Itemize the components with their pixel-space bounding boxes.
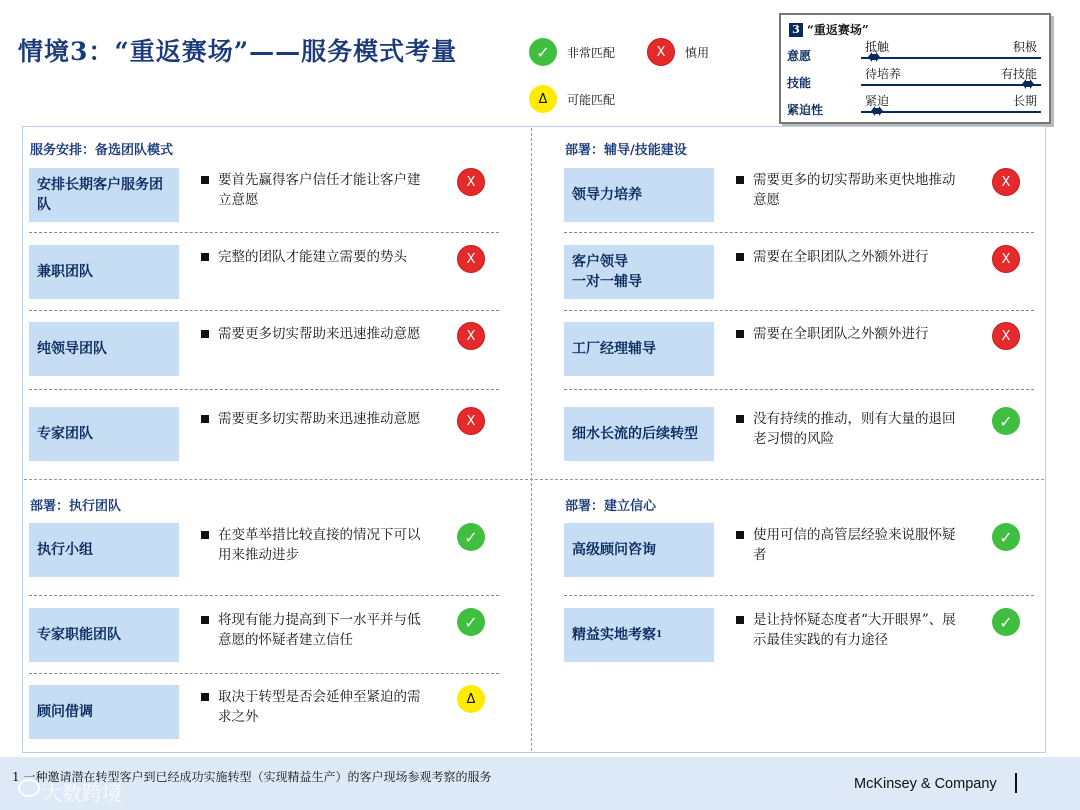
bullet-icon	[201, 253, 209, 261]
check-icon: ✓	[529, 38, 557, 66]
scale-line	[861, 84, 1041, 86]
scenario-name: “重返赛场”	[807, 23, 869, 37]
section-title-confidence: 部署：建立信心	[565, 499, 657, 514]
watermark: 大数跨境	[42, 781, 122, 805]
legend-check-label: 非常匹配	[567, 45, 616, 60]
option-box	[29, 322, 179, 376]
option-label: 细水长流的后续转型	[572, 426, 698, 442]
scenario-row-high: 长期	[1012, 94, 1037, 108]
description-text: 需要更多切实帮助来迅速推动意愿	[218, 411, 421, 427]
status-indicator	[457, 322, 485, 350]
scenario-row-label: 意愿	[787, 49, 812, 63]
x-icon	[457, 322, 485, 350]
x-glyph: X	[466, 251, 476, 267]
option-label: 工厂经理辅导	[572, 341, 656, 357]
section-title-service: 服务安排：备选团队模式	[30, 143, 174, 158]
option-box	[29, 608, 179, 662]
description-text: 完整的团队才能建立需要的势头	[218, 249, 407, 265]
row-divider	[29, 232, 499, 233]
scenario-row-low: 待培养	[865, 67, 902, 81]
row-divider	[564, 595, 1034, 596]
scenario-row-low: 抵触	[865, 40, 890, 54]
option-description	[201, 687, 426, 727]
x-icon	[457, 168, 485, 196]
row-divider	[29, 595, 499, 596]
scenario-row-skill	[787, 68, 1041, 90]
option-box	[564, 608, 714, 662]
description-text: 在变革举措比较直接的情况下可以用来推动进步	[218, 527, 421, 563]
row-divider	[564, 310, 1034, 311]
x-icon	[457, 245, 485, 273]
scenario-row-high: 积极	[1012, 40, 1037, 54]
status-indicator	[992, 245, 1020, 273]
option-box	[29, 407, 179, 461]
option-description	[736, 324, 961, 344]
description-text: 需要更多切实帮助来迅速推动意愿	[218, 326, 421, 342]
bullet-icon	[201, 176, 209, 184]
option-description	[736, 409, 961, 449]
status-indicator	[992, 523, 1020, 551]
option-description	[736, 170, 961, 210]
x-glyph: X	[466, 328, 476, 344]
option-box	[564, 245, 714, 299]
status-indicator	[457, 168, 485, 196]
x-icon: X	[647, 38, 675, 66]
description-text: 取决于转型是否会延伸至紧迫的需求之外	[218, 689, 421, 725]
page-title: 情境3：“重返赛场”——服务模式考量	[18, 37, 458, 66]
row-divider	[29, 310, 499, 311]
legend-x	[647, 38, 709, 66]
option-box	[29, 245, 179, 299]
scale-marker-icon	[871, 106, 883, 116]
footer	[0, 757, 1080, 810]
bullet-icon	[201, 531, 209, 539]
footnote: 1 一种邀请潜在转型客户到已经成功实施转型（实现精益生产）的客户现场参观考察的服务	[12, 770, 492, 784]
option-box	[29, 523, 179, 577]
scenario-row-low: 紧迫	[865, 94, 890, 108]
bullet-icon	[201, 616, 209, 624]
option-label: 纯领导团队	[37, 341, 107, 357]
description-text: 将现有能力提高到下一水平并与低意愿的怀疑者建立信任	[218, 612, 421, 648]
option-label: 专家职能团队	[37, 627, 121, 643]
option-label: 兼职团队	[37, 264, 93, 280]
x-icon	[992, 322, 1020, 350]
option-label: 安排长期客户服务团队	[37, 177, 163, 213]
scenario-box	[779, 13, 1051, 124]
option-description	[201, 324, 426, 344]
x-icon	[992, 245, 1020, 273]
status-indicator	[457, 608, 485, 636]
option-label: 高级顾问咨询	[572, 542, 656, 558]
triangle-icon: Δ	[457, 685, 485, 713]
option-description	[201, 247, 426, 267]
option-description	[736, 247, 961, 267]
check-icon: ✓	[457, 608, 485, 636]
check-icon: ✓	[457, 523, 485, 551]
section-title-coaching: 部署：辅导/技能建设	[565, 143, 687, 158]
triangle-icon: Δ	[529, 85, 557, 113]
row-divider	[29, 673, 499, 674]
option-box	[564, 523, 714, 577]
option-box	[564, 322, 714, 376]
option-description	[201, 525, 426, 565]
vertical-divider	[531, 128, 532, 751]
bullet-icon	[736, 176, 744, 184]
scenario-row-label: 技能	[787, 76, 812, 90]
bullet-icon	[736, 253, 744, 261]
bullet-icon	[736, 415, 744, 423]
legend-check	[529, 38, 615, 66]
x-icon	[457, 407, 485, 435]
scale-marker-icon	[1022, 79, 1034, 89]
bullet-icon	[201, 330, 209, 338]
option-box	[564, 168, 714, 222]
legend-tri-label: 可能匹配	[567, 92, 616, 107]
status-indicator	[457, 245, 485, 273]
status-indicator	[992, 407, 1020, 435]
row-divider	[29, 389, 499, 390]
description-text: 需要更多的切实帮助来更快地推动意愿	[753, 172, 956, 208]
option-description	[736, 610, 961, 650]
scale-line	[861, 57, 1041, 59]
check-icon: ✓	[992, 523, 1020, 551]
description-text: 没有持续的推动，则有大量的退回老习惯的风险	[753, 411, 956, 447]
row-divider	[564, 389, 1034, 390]
status-indicator	[992, 608, 1020, 636]
bullet-icon	[736, 531, 744, 539]
scenario-row-label: 紧迫性	[787, 103, 824, 117]
status-indicator	[992, 322, 1020, 350]
row-divider	[564, 232, 1034, 233]
description-text: 是让持怀疑态度者“大开眼界”、展示最佳实践的有力途径	[753, 612, 956, 648]
option-box	[29, 685, 179, 739]
option-box	[564, 407, 714, 461]
scale-marker-icon	[868, 52, 880, 62]
status-indicator	[457, 407, 485, 435]
scenario-row-will	[787, 41, 1041, 63]
scenario-header	[789, 21, 869, 38]
description-text: 使用可信的高管层经验来说服怀疑者	[753, 527, 956, 563]
option-description	[201, 610, 426, 650]
x-glyph: X	[1001, 328, 1011, 344]
legend-triangle	[529, 85, 615, 113]
bullet-icon	[201, 693, 209, 701]
brand-name: McKinsey & Company	[854, 776, 997, 792]
description-text: 需要在全职团队之外额外进行	[753, 326, 929, 342]
scenario-number: 3	[789, 23, 803, 37]
option-label: 精益实地考察	[572, 627, 656, 643]
scale-line	[861, 111, 1041, 113]
x-icon	[992, 168, 1020, 196]
status-indicator	[992, 168, 1020, 196]
scenario-row-high: 有技能	[1000, 67, 1037, 81]
option-description	[201, 170, 426, 210]
bullet-icon	[736, 330, 744, 338]
option-label: 专家团队	[37, 426, 93, 442]
x-glyph: X	[466, 413, 476, 429]
check-icon: ✓	[992, 608, 1020, 636]
horizontal-divider	[24, 479, 1044, 480]
check-icon: ✓	[992, 407, 1020, 435]
x-glyph: X	[1001, 174, 1011, 190]
description-text: 需要在全职团队之外额外进行	[753, 249, 929, 265]
option-label: 执行小组	[37, 542, 93, 558]
x-glyph: X	[466, 174, 476, 190]
x-glyph: X	[1001, 251, 1011, 267]
bullet-icon	[736, 616, 744, 624]
bullet-icon	[201, 415, 209, 423]
option-label: 客户领导 一对一辅导	[572, 254, 642, 290]
legend-x-label: 慎用	[685, 45, 710, 60]
status-indicator	[457, 685, 485, 713]
option-description	[201, 409, 426, 429]
scenario-row-urgency	[787, 95, 1041, 117]
option-label: 顾问借调	[37, 704, 93, 720]
status-indicator	[457, 523, 485, 551]
watermark-logo-icon	[18, 779, 40, 797]
section-title-execution: 部署：执行团队	[30, 499, 122, 514]
brand-bar	[1015, 773, 1017, 793]
option-box	[29, 168, 179, 222]
footnote-marker: 1	[656, 630, 663, 640]
option-label: 领导力培养	[572, 187, 642, 203]
option-description	[736, 525, 961, 565]
description-text: 要首先赢得客户信任才能让客户建立意愿	[218, 172, 421, 208]
